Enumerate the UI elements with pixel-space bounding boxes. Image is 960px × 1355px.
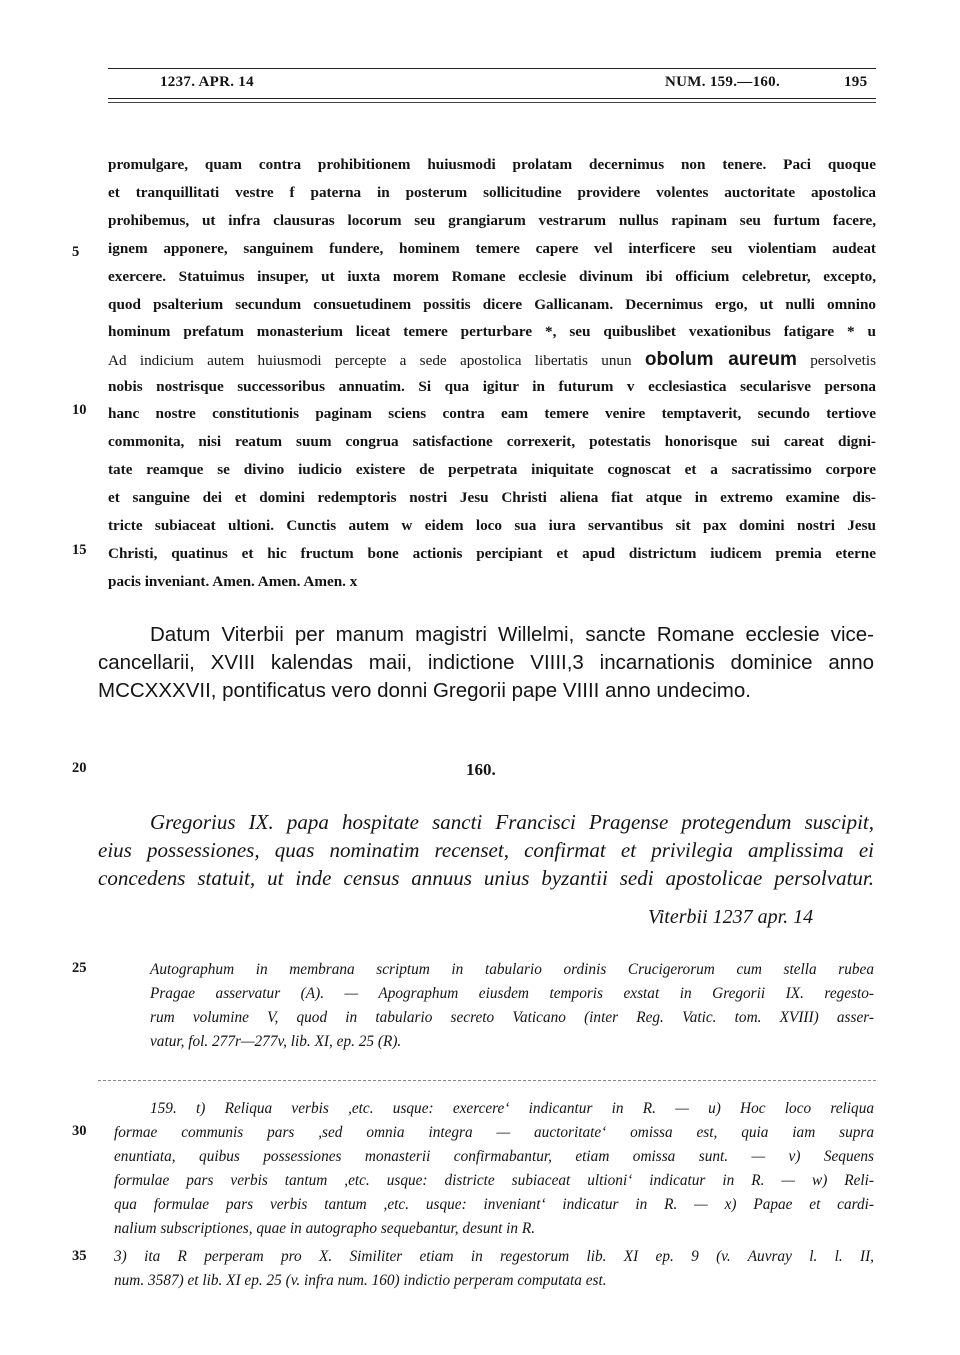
census-text: Ad indicium autem huiusmodi percepte a sede apostolica libertatis unun xyxy=(108,352,632,369)
text-line: hanc nostre constitutionis paginam sciens contra eam temere venire temptaverit, secundo tertiove xyxy=(108,405,876,422)
regest-line: concedens statuit, ut inde census annuus unius byzantii sedi apostolicae persolvatur. xyxy=(98,866,874,890)
footnote-line: qua formulae pars verbis tantum ,etc. usque: inveniant‘ indicatur in R. — x) Papae et cardi- xyxy=(114,1196,874,1213)
footnote-separator xyxy=(98,1080,876,1081)
line-number: 30 xyxy=(72,1123,87,1139)
text-line: hominum prefatum monasterium liceat temere perturbare *, seu quibuslibet vexationibus fatigare * u xyxy=(108,323,876,340)
regest-line: Gregorius IX. papa hospitate sancti Francisci Pragense protegendum suscipit, xyxy=(150,810,874,834)
footnote-line: 159. t) Reliqua verbis ,etc. usque: exercere‘ indicantur in R. — u) Hoc loco reliqua xyxy=(150,1100,874,1117)
line-number: 25 xyxy=(72,960,87,976)
line-number: 5 xyxy=(72,244,80,260)
footnote-line: 3) ita R perperam pro X. Similiter etiam in regestorum lib. XI ep. 9 (v. Auvray l. l. II, xyxy=(114,1248,874,1265)
datum-line: Datum Viterbii per manum magistri Willelmi, sancte Romane ecclesie vice- xyxy=(150,623,874,646)
footnote-line: num. 3587) et lib. XI ep. 25 (v. infra num. 160) indictio perperam computata est. xyxy=(114,1272,607,1289)
source-line: Autographum in membrana scriptum in tabulario ordinis Crucigerorum cum stella rubea xyxy=(150,961,874,978)
text-line: tate reamque se divino iudicio existere de perpetrata iniquitate cognoscat et a sacratissimo corpore xyxy=(108,461,876,478)
census-text-end: persolvetis xyxy=(810,352,877,369)
footnote-line: enuntiata, quibus possessiones monasterii confirmabantur, etiam omissa sunt. — v) Sequens xyxy=(114,1148,874,1165)
footnote-line: formulae pars verbis tantum ,etc. usque: districte subiaceat ultioni‘ indicatur in R. — w) Reli- xyxy=(114,1172,874,1189)
text-line: Christi, quatinus et hic fructum bone actionis percipiant et apud districtum iudicem premia eterne xyxy=(108,545,876,562)
text-line: quod psalterium secundum consuetudinem possitis dicere Gallicanam. Decernimus ergo, ut nulli omnino xyxy=(108,296,876,313)
census-emphasis: obolum aureum xyxy=(644,349,797,370)
header-rule-bottom-thin xyxy=(108,102,876,103)
header-rule-bottom xyxy=(108,98,876,99)
footnote-line: nalium subscriptiones, quae in autographo sequebantur, desunt in R. xyxy=(114,1220,536,1237)
header-rule-top xyxy=(108,68,876,69)
page-number: 195 xyxy=(844,74,868,90)
document-number: 160. xyxy=(466,760,496,779)
text-line: commonita, nisi reatum suum congrua satisfactione correxerit, potestatis honorisque sui careat digni- xyxy=(108,433,876,450)
datum-line: MCCXXXVII, pontificatus vero donni Gregorii pape VIIII anno undecimo. xyxy=(98,679,751,702)
line-number: 10 xyxy=(72,402,87,418)
text-line: et tranquillitati vestre f paterna in posterum sollicitudine providere volentes auctoritate apostolica xyxy=(108,184,876,201)
text-line: et sanguine dei et domini redemptoris nostri Jesu Christi aliena fiat atque in extremo examine dis- xyxy=(108,489,876,506)
line-number: 35 xyxy=(72,1248,87,1264)
text-line: nobis nostrisque successoribus annuatim. Si qua igitur in futurum v ecclesiastica secularisve persona xyxy=(108,378,876,395)
text-line: tricte subiaceat ultioni. Cunctis autem w eidem loco sua iura servantibus sit pax domini nostri Jesu xyxy=(108,517,876,534)
place-date: Viterbii 1237 apr. 14 xyxy=(648,906,814,928)
datum-line: cancellarii, XVIII kalendas maii, indictione VIIII,3 incarnationis dominice anno xyxy=(98,651,874,674)
header-number: NUM. 159.—160. xyxy=(665,74,781,90)
text-line: promulgare, quam contra prohibitionem huiusmodi prolatam decernimus non tenere. Paci quoque xyxy=(108,156,876,173)
regest-line: eius possessiones, quas nominatim recenset, confirmat et privilegia amplissima ei xyxy=(98,838,874,862)
census-line xyxy=(108,349,876,371)
line-number: 20 xyxy=(72,760,87,776)
footnote-line: formae communis pars ,sed omnia integra — auctoritate‘ omissa est, quia iam supra xyxy=(114,1124,874,1141)
source-line: Pragae asservatur (A). — Apographum eiusdem temporis exstat in Gregorii IX. regesto- xyxy=(150,985,874,1002)
source-line: rum volumine V, quod in tabulario secreto Vaticano (inter Reg. Vatic. tom. XVIII) asser- xyxy=(150,1009,874,1026)
source-line: vatur, fol. 277r—277v, lib. XI, ep. 25 (R). xyxy=(150,1033,402,1050)
header-date: 1237. APR. 14 xyxy=(160,74,254,90)
line-number: 15 xyxy=(72,542,87,558)
text-line: ignem apponere, sanguinem fundere, hominem temere capere vel interficere seu violentiam audeat xyxy=(108,240,876,257)
text-line: prohibemus, ut infra clausuras locorum seu grangiarum vestrarum nullus rapinam seu furtum facere, xyxy=(108,212,876,229)
text-line: pacis inveniant. Amen. Amen. Amen. x xyxy=(108,573,358,590)
text-line: exercere. Statuimus insuper, ut iuxta morem Romane ecclesie divinum ibi officium celebretur, excepto, xyxy=(108,268,876,285)
